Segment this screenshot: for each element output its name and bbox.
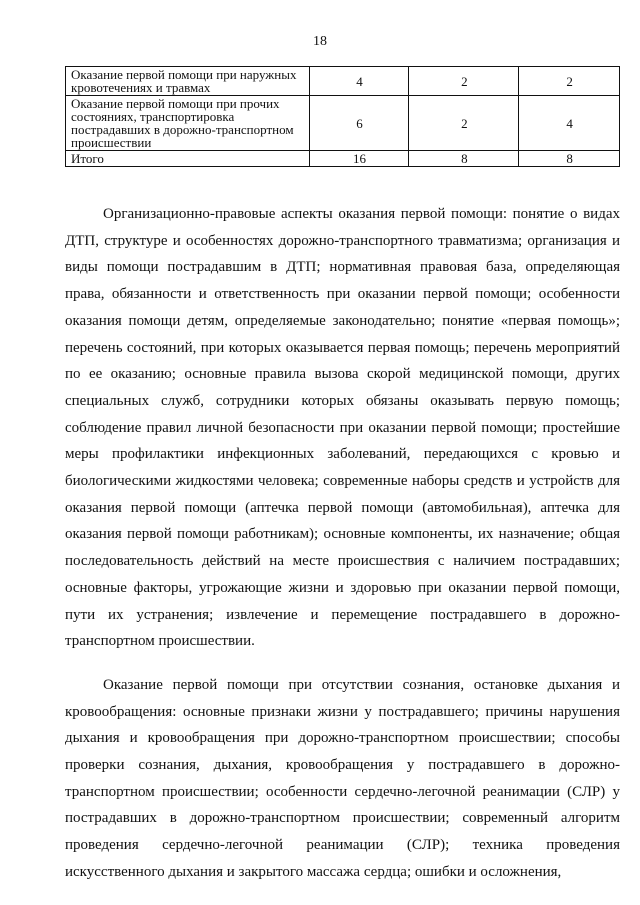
table-cell-topic: Итого xyxy=(66,151,310,167)
table-cell-total: 4 xyxy=(309,67,409,96)
table-cell-practice: 2 xyxy=(519,67,620,96)
body-text xyxy=(65,201,620,903)
table-cell-theory: 2 xyxy=(409,67,519,96)
paragraph-organizational-legal-aspects: Организационно-правовые аспекты оказания первой помощи: понятие о видах ДТП, структуре и особенностях дорожно-транспортного травматизма; организация и виды помощи пострадавшим в ДТП; нормативная правовая база, определяющая права, обязанности и ответственность при оказании первой помощи; особенности оказания помощи детям, определяемые законодательно; понятие «первая помощь»; перечень состояний, при которых оказывается первая помощь; перечень мероприятий по ее оказанию; основные правила вызова скорой медицинской помощи, других специальных служб, сотрудники которых обязаны оказывать первую помощь; соблюдение правил личной безопасности при оказании первой помощи; простейшие меры профилактики инфекционных заболеваний, передающихся с кровью и биологическими жидкостями человека; современные наборы средств и устройств для оказания первой помощи (аптечка первой помощи (автомобильная), аптечка для оказания первой помощи работникам); основные компоненты, их назначение; общая последовательность действий на месте происшествия с наличием пострадавших; основные факторы, угрожающие жизни и здоровью при оказании первой помощи, пути их устранения; извлечение и перемещение пострадавшего в дорожно-транспортном происшествии. xyxy=(65,206,620,650)
page-number: 18 xyxy=(313,34,327,49)
table-row xyxy=(66,96,620,151)
hours-table xyxy=(65,66,620,167)
table-cell-practice: 4 xyxy=(519,96,620,151)
table-row xyxy=(66,67,620,96)
table-row-total xyxy=(66,151,620,167)
table-cell-total: 16 xyxy=(309,151,409,167)
table-cell-theory: 2 xyxy=(409,96,519,151)
table-cell-topic: Оказание первой помощи при наружных кровотечениях и травмах xyxy=(66,67,310,96)
table-cell-theory: 8 xyxy=(409,151,519,167)
paragraph-unconsciousness-cpr: Оказание первой помощи при отсутствии сознания, остановке дыхания и кровообращения: основные признаки жизни у пострадавшего; причины нарушения дыхания и кровообращения при дорожно-транспортном происшествии; способы проверки сознания, дыхания, кровообращения у пострадавшего в дорожно-транспортном происшествии; особенности сердечно-легочной реанимации (СЛР) у пострадавших в дорожно-транспортном происшествии; современный алгоритм проведения сердечно-легочной реанимации (СЛР); техника проведения искусственного дыхания и закрытого массажа сердца; ошибки и осложнения, xyxy=(65,676,620,880)
table-cell-practice: 8 xyxy=(519,151,620,167)
table-cell-total: 6 xyxy=(309,96,409,151)
table-cell-topic: Оказание первой помощи при прочих состояниях, транспортировка пострадавших в дорожно-транспортном происшествии xyxy=(66,96,310,151)
